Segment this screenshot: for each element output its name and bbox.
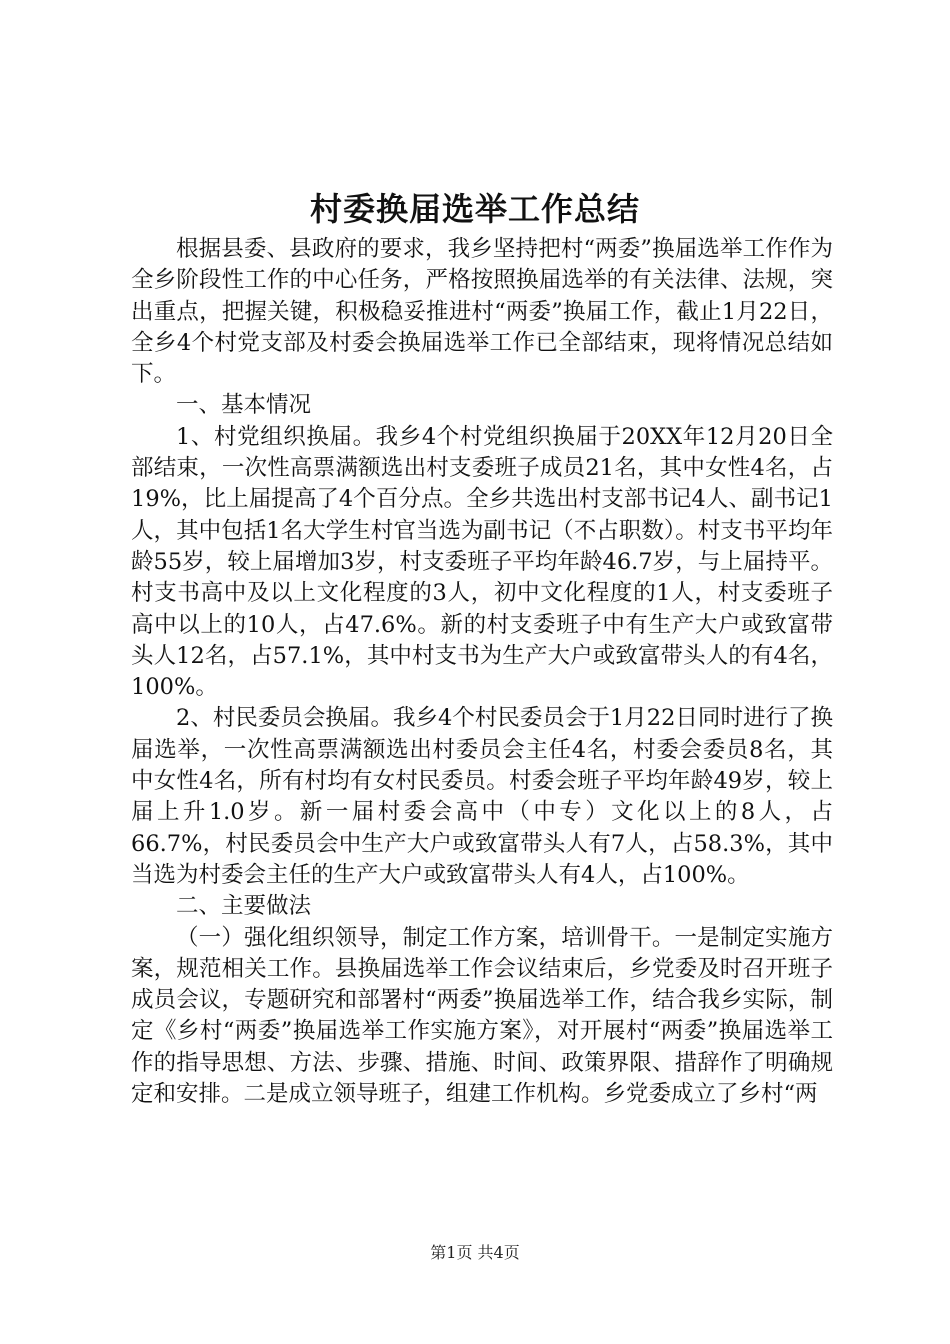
intro-paragraph: 根据县委、县政府的要求，我乡坚持把村“两委”换届选举工作作为全乡阶段性工作的中心任务，严格按照换届选举的有关法律、法规，突出重点，把握关键，积极稳妥推进村“两委”换届工作，截止1月22日，全乡4个村党支部及村委会换届选举工作已全部结束，现将情况总结如下。 [131,236,833,388]
village-committee-paragraph: 2、村民委员会换届。我乡4个村民委员会于1月22日同时进行了换届选举，一次性高票满额选出村委员会主任4名，村委会委员8名，其中女性4名，所有村均有女村民委员。村委会班子平均年龄49岁，较上届上升1.0岁。新一届村委会高中（中专）文化以上的8人，占66.7%，村民委员会中生产大户或致富带头人有7人，占58.3%，其中当选为村委会主任的生产大户或致富带头人有4人，占100%。 [131,705,833,888]
section-heading-methods: 二、主要做法 [176,893,312,920]
document-title: 村委换届选举工作总结 [309,190,640,228]
document-body [131,234,833,1110]
page-number: 第1页 共4页 [430,1243,520,1262]
section-heading-basic: 一、基本情况 [176,392,312,419]
methods-paragraph: （一）强化组织领导，制定工作方案，培训骨干。一是制定实施方案，规范相关工作。县换届选举工作会议结束后，乡党委及时召开班子成员会议，专题研究和部署村“两委”换届选举工作，结合我乡实际，制定《乡村“两委”换届选举工作实施方案》，对开展村“两委”换届选举工作的指导思想、方法、步骤、措施、时间、政策界限、措辞作了明确规定和安排。二是成立领导班子，组建工作机构。乡党委成立了乡村“两 [131,924,833,1108]
party-election-paragraph: 1、村党组织换届。我乡4个村党组织换届于20XX年12月20日全部结束，一次性高票满额选出村支委班子成员21名，其中女性4名，占19%，比上届提高了4个百分点。全乡共选出村支部书记4人、副书记1人，其中包括1名大学生村官当选为副书记（不占职数）。村支书平均年龄55岁，较上届增加3岁，村支委班子平均年龄46.7岁，与上届持平。村支书高中及以上文化程度的3人，初中文化程度的1人，村支委班子高中以上的10人，占47.6%。新的村支委班子中有生产大户或致富带头人12名，占57.1%，其中村支书为生产大户或致富带头人的有4名，100%。 [131,423,833,701]
